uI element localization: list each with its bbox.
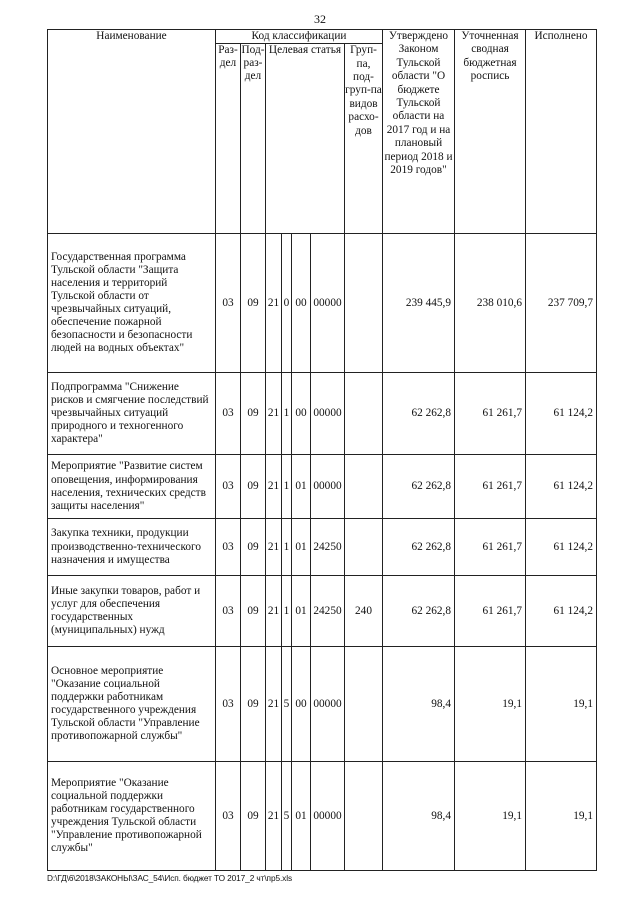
row-executed: 61 124,2 [526, 519, 597, 576]
row-executed: 61 124,2 [526, 455, 597, 519]
row-podrazdel: 09 [241, 576, 266, 647]
budget-table-sheet [47, 29, 597, 871]
row-cs-subprogram: 5 [282, 762, 292, 871]
row-approved: 62 262,8 [383, 519, 455, 576]
row-expense-type [345, 234, 383, 373]
row-expense-type [345, 455, 383, 519]
row-name: Основное мероприятие "Оказание социальной поддержки работникам государственного учреждения Тульской области "Управление противопожарной службы" [48, 647, 216, 762]
table-row [48, 762, 597, 871]
table-row [48, 647, 597, 762]
table-row [48, 234, 597, 373]
row-cs-event: 01 [292, 576, 311, 647]
row-cs-program: 21 [266, 373, 282, 455]
row-podrazdel: 09 [241, 373, 266, 455]
header-refined: Уточненная сводная бюджетная роспись [455, 30, 526, 234]
row-cs-program: 21 [266, 234, 282, 373]
row-name: Иные закупки товаров, работ и услуг для обеспечения государственных (муниципальных) нужд [48, 576, 216, 647]
row-cs-subprogram: 0 [282, 234, 292, 373]
row-cs-direction: 00000 [311, 647, 345, 762]
header-section: Раз-дел [216, 44, 241, 234]
row-name: Закупка техники, продукции производственно-технического назначения и имущества [48, 519, 216, 576]
row-cs-subprogram: 1 [282, 519, 292, 576]
budget-table [47, 29, 597, 871]
row-cs-program: 21 [266, 647, 282, 762]
row-podrazdel: 09 [241, 519, 266, 576]
row-cs-program: 21 [266, 576, 282, 647]
row-cs-direction: 00000 [311, 762, 345, 871]
row-expense-type [345, 519, 383, 576]
row-expense-type [345, 762, 383, 871]
row-name: Мероприятие "Развитие систем оповещения, информирования населения, технических средств защиты населения" [48, 455, 216, 519]
row-approved: 98,4 [383, 647, 455, 762]
row-cs-subprogram: 5 [282, 647, 292, 762]
row-executed: 19,1 [526, 762, 597, 871]
row-razdel: 03 [216, 373, 241, 455]
row-cs-event: 00 [292, 234, 311, 373]
file-path-footer: D:\ГД\6\2018\ЗАКОНЫ\ЗАС_54\Исп. бюджет ТО 2017_2 чт\пр5.xls [47, 873, 293, 883]
row-cs-program: 21 [266, 762, 282, 871]
header-executed: Исполнено [526, 30, 597, 234]
row-cs-direction: 00000 [311, 373, 345, 455]
table-row [48, 576, 597, 647]
row-podrazdel: 09 [241, 455, 266, 519]
row-refined: 61 261,7 [455, 373, 526, 455]
row-refined: 61 261,7 [455, 455, 526, 519]
row-cs-direction: 24250 [311, 576, 345, 647]
row-cs-subprogram: 1 [282, 576, 292, 647]
row-cs-event: 00 [292, 647, 311, 762]
row-executed: 237 709,7 [526, 234, 597, 373]
row-refined: 61 261,7 [455, 576, 526, 647]
row-name: Подпрограмма "Снижение рисков и смягчение последствий чрезвычайных ситуаций природного и техногенного характера" [48, 373, 216, 455]
page-number: 32 [314, 12, 326, 26]
row-executed: 19,1 [526, 647, 597, 762]
row-executed: 61 124,2 [526, 576, 597, 647]
row-razdel: 03 [216, 234, 241, 373]
row-razdel: 03 [216, 455, 241, 519]
row-refined: 61 261,7 [455, 519, 526, 576]
row-cs-direction: 24250 [311, 519, 345, 576]
row-cs-direction: 00000 [311, 455, 345, 519]
header-approved: Утверждено Законом Тульской области "О бюджете Тульской области на 2017 год и на плановый период 2018 и 2019 годов" [383, 30, 455, 234]
row-approved: 239 445,9 [383, 234, 455, 373]
row-expense-type: 240 [345, 576, 383, 647]
row-executed: 61 124,2 [526, 373, 597, 455]
table-row [48, 455, 597, 519]
row-refined: 19,1 [455, 647, 526, 762]
row-approved: 62 262,8 [383, 576, 455, 647]
row-razdel: 03 [216, 762, 241, 871]
row-podrazdel: 09 [241, 762, 266, 871]
row-cs-program: 21 [266, 519, 282, 576]
row-approved: 62 262,8 [383, 373, 455, 455]
row-cs-subprogram: 1 [282, 455, 292, 519]
row-podrazdel: 09 [241, 647, 266, 762]
header-subsection: Под-раз-дел [241, 44, 266, 234]
row-cs-event: 01 [292, 519, 311, 576]
row-cs-direction: 00000 [311, 234, 345, 373]
row-razdel: 03 [216, 647, 241, 762]
row-razdel: 03 [216, 519, 241, 576]
header-target-article: Целевая статья [266, 44, 345, 234]
table-row [48, 519, 597, 576]
row-cs-event: 01 [292, 762, 311, 871]
row-expense-type [345, 373, 383, 455]
row-cs-event: 00 [292, 373, 311, 455]
row-approved: 98,4 [383, 762, 455, 871]
row-refined: 19,1 [455, 762, 526, 871]
row-approved: 62 262,8 [383, 455, 455, 519]
row-refined: 238 010,6 [455, 234, 526, 373]
row-podrazdel: 09 [241, 234, 266, 373]
row-name: Мероприятие "Оказание социальной поддержки работникам государственного учреждения Тульской области "Управление противопожарной службы" [48, 762, 216, 871]
row-cs-event: 01 [292, 455, 311, 519]
header-name: Наименование [48, 30, 216, 234]
row-name: Государственная программа Тульской области "Защита населения и территорий Тульской области от чрезвычайных ситуаций, обеспечение пожарной безопасности и безопасности людей на водных объектах" [48, 234, 216, 373]
row-razdel: 03 [216, 576, 241, 647]
row-cs-subprogram: 1 [282, 373, 292, 455]
table-row [48, 373, 597, 455]
header-expense-group: Груп-па, под-груп-па видов расхо-дов [345, 44, 383, 234]
row-expense-type [345, 647, 383, 762]
header-code-group: Код классификации [216, 30, 383, 44]
row-cs-program: 21 [266, 455, 282, 519]
